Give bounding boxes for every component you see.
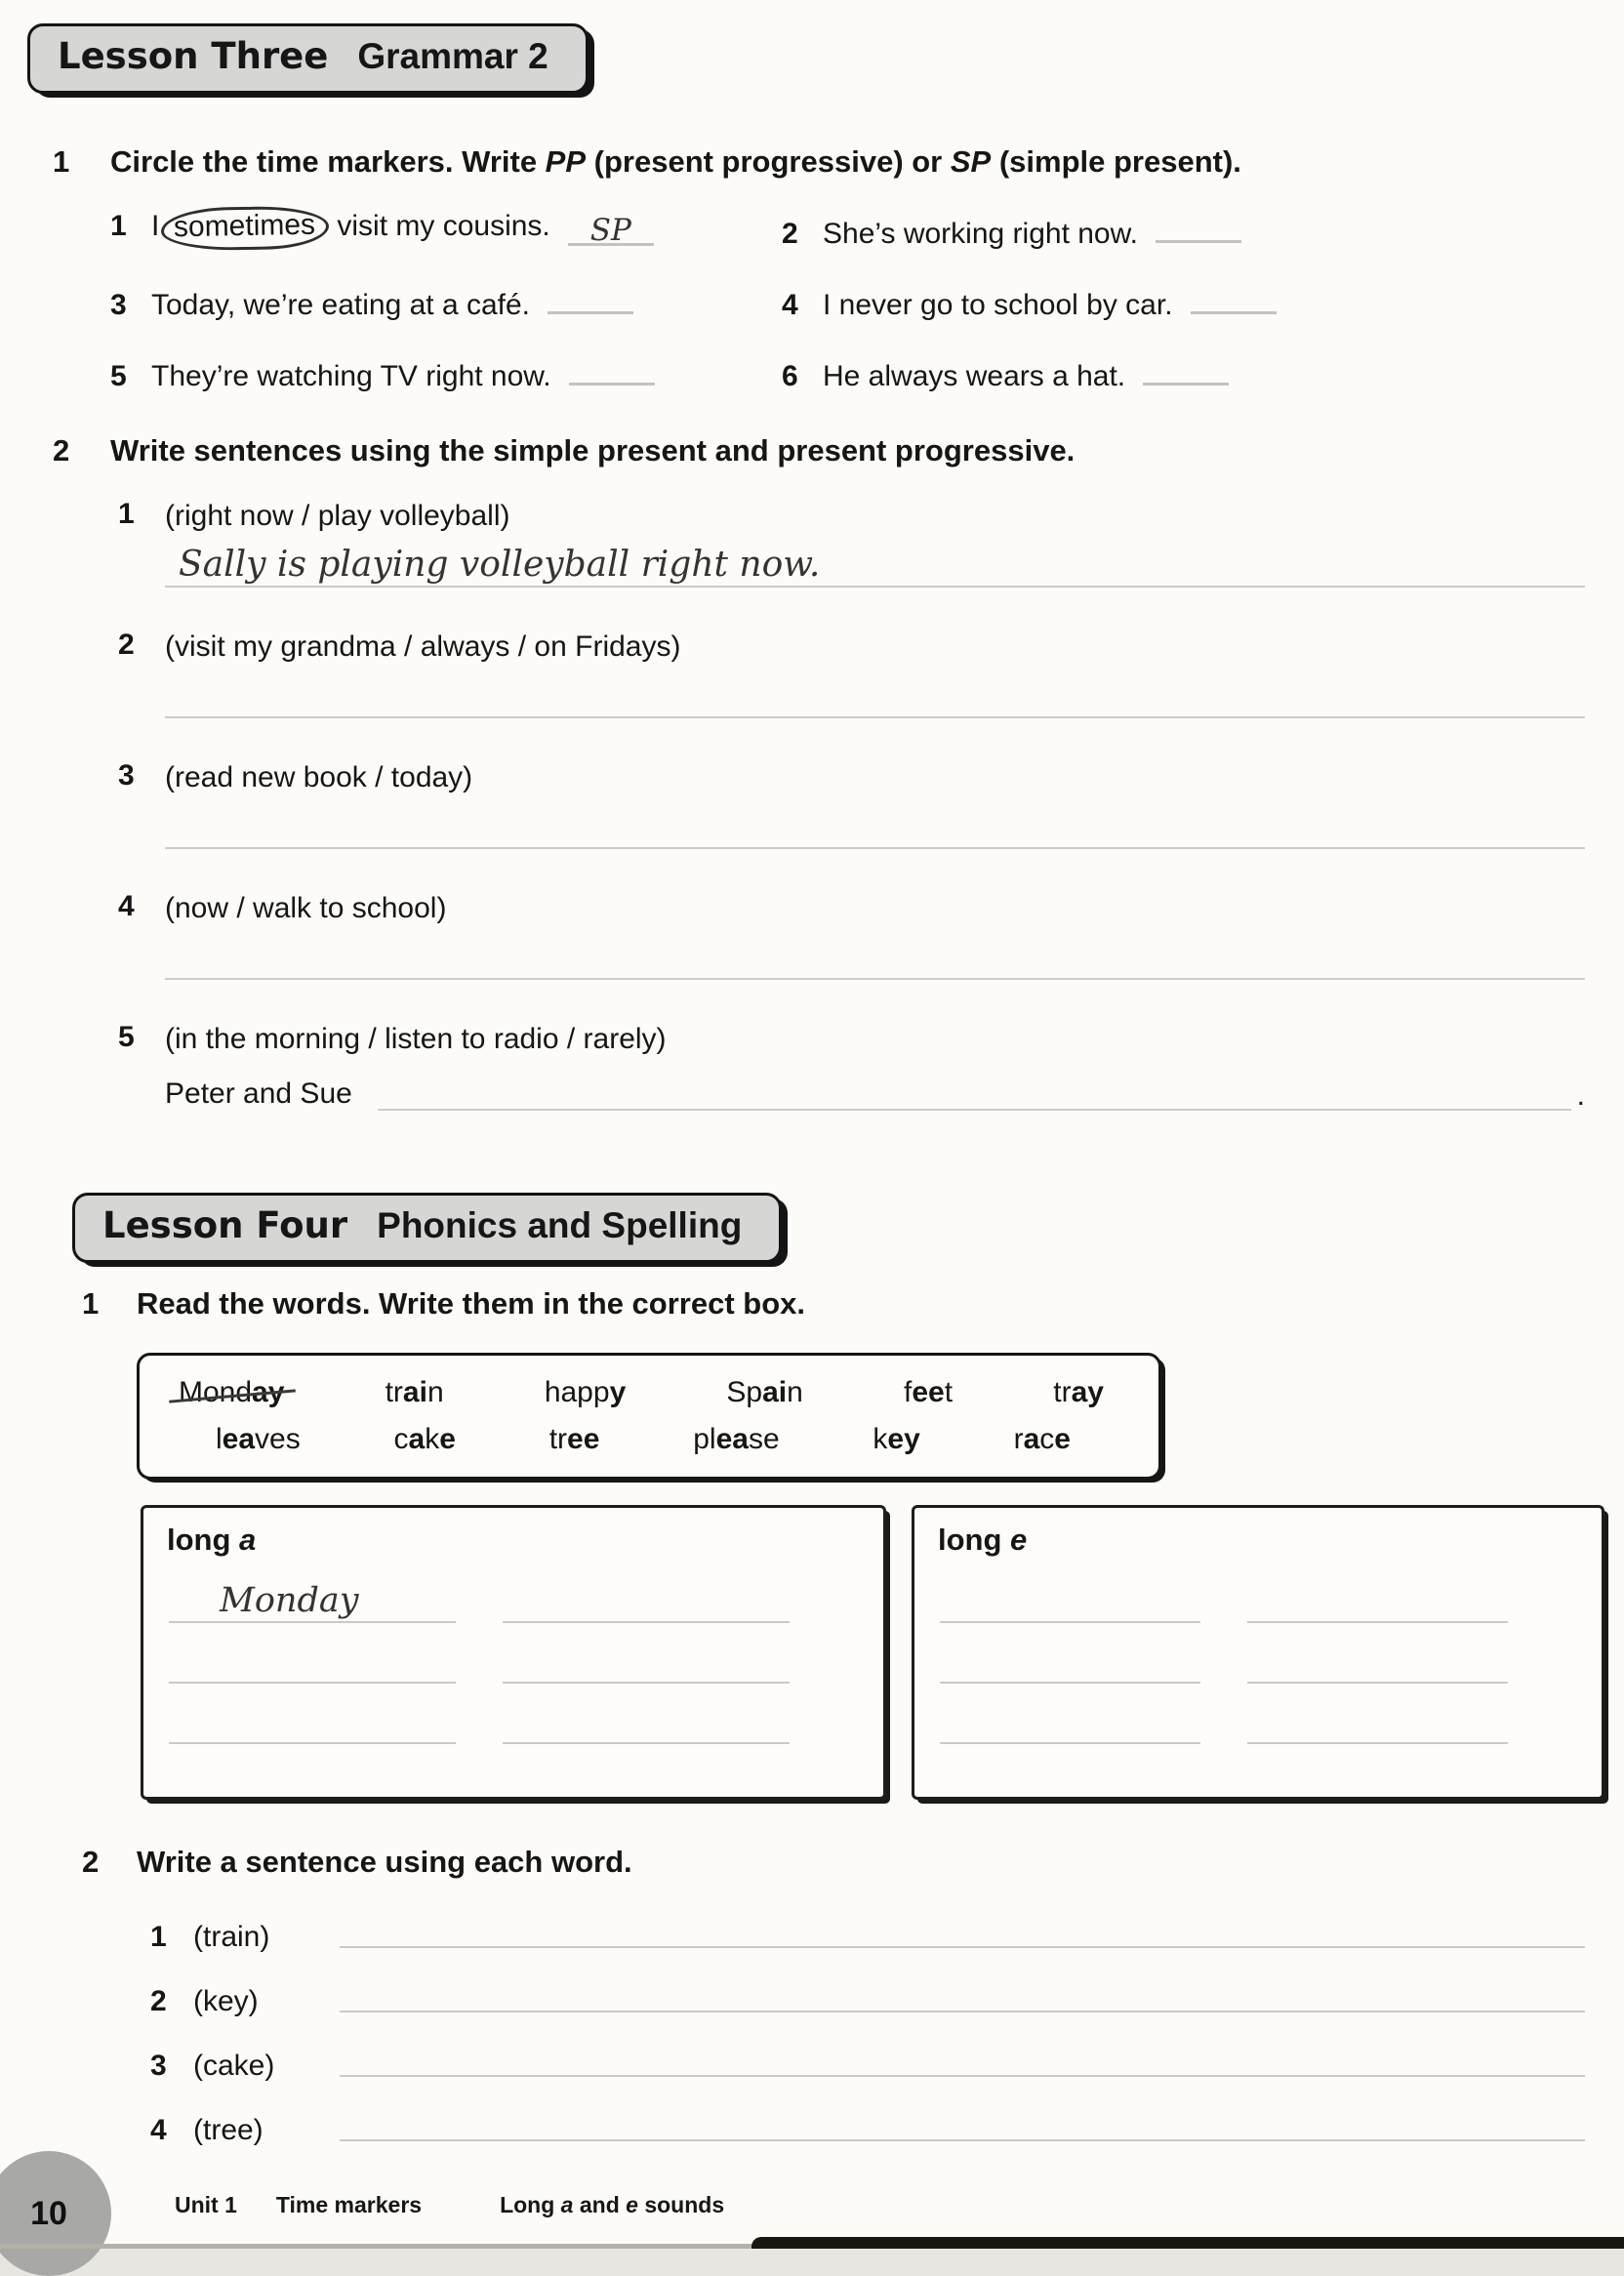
sentence-item-1 xyxy=(118,498,1585,588)
footer-unit: Unit 1 xyxy=(175,2192,237,2217)
item-number: 3 xyxy=(110,289,127,321)
item-text: She’s working right now. xyxy=(823,218,1138,250)
answer-line[interactable] xyxy=(169,1563,456,1623)
lesson-four-title: Lesson Four xyxy=(102,1204,348,1246)
word-leaves: leaves xyxy=(216,1423,301,1455)
answer-line[interactable] xyxy=(1247,1623,1508,1684)
phonics-ex2-number: 2 xyxy=(82,1845,100,1879)
footer xyxy=(175,2192,724,2218)
lesson-three-header xyxy=(27,23,589,94)
item-number: 1 xyxy=(118,498,135,530)
long-a-label-letter: a xyxy=(239,1523,257,1557)
ex1-instructions xyxy=(110,142,1241,182)
phonics-ex2-items xyxy=(150,1890,1585,2147)
ex1-number: 1 xyxy=(53,144,70,179)
answer-line[interactable] xyxy=(169,1623,456,1684)
item-prompt: (train) xyxy=(193,1921,270,1953)
word-feet: feet xyxy=(904,1376,954,1408)
word-sentence-item-1 xyxy=(150,1890,1585,1954)
ex2-heading xyxy=(53,431,1585,470)
ex1-instr-pp: PP xyxy=(545,144,587,179)
sentence-item-5 xyxy=(118,1021,1585,1112)
item-number: 4 xyxy=(118,890,135,922)
footer-topic-2-part: and xyxy=(573,2192,627,2217)
item-prompt: (right now / play volleyball) xyxy=(165,500,510,532)
word-cake: cake xyxy=(393,1423,456,1455)
item-prompt: (now / walk to school) xyxy=(165,892,447,924)
answer-blank[interactable] xyxy=(569,349,655,386)
lesson-three-title: Lesson Three xyxy=(58,35,329,77)
sentence-item-4 xyxy=(118,890,1585,980)
phonics-ex2-instructions: Write a sentence using each word. xyxy=(137,1845,632,1879)
phonics-ex1-number: 1 xyxy=(82,1286,100,1321)
sentence-item-2 xyxy=(118,629,1585,718)
item-text: I never go to school by car. xyxy=(823,289,1173,321)
ex1-instr-part: (present progressive) or xyxy=(586,144,951,179)
word-box-row xyxy=(140,1374,1158,1411)
answer-line[interactable] xyxy=(503,1684,790,1744)
answer-line[interactable] xyxy=(340,2075,1585,2077)
item-text: He always wears a hat. xyxy=(823,360,1126,392)
word-train: train xyxy=(385,1376,444,1408)
answer-line[interactable] xyxy=(340,2139,1585,2141)
lesson-four-header xyxy=(72,1193,782,1263)
ex1-instr-part: Circle the time markers. Write xyxy=(110,144,546,179)
page-number-badge xyxy=(0,2151,111,2276)
item-number: 4 xyxy=(150,2114,167,2146)
long-e-lines xyxy=(940,1563,1508,1744)
time-marker-item-2 xyxy=(782,207,1595,251)
answer-line[interactable] xyxy=(503,1623,790,1684)
item-text-pre: I xyxy=(151,210,160,242)
item-number: 3 xyxy=(150,2050,167,2082)
item-text xyxy=(151,207,550,250)
item-prompt: (tree) xyxy=(193,2114,264,2146)
item-number: 5 xyxy=(110,360,127,392)
word-monday: Monday xyxy=(179,1374,284,1411)
word-sentence-item-3 xyxy=(150,2018,1585,2083)
item-text-post: visit my cousins. xyxy=(337,210,550,242)
answer-line[interactable] xyxy=(940,1563,1200,1623)
answer-line[interactable] xyxy=(340,2011,1585,2012)
long-a-label-text: long xyxy=(167,1523,240,1557)
time-marker-item-3 xyxy=(110,278,782,322)
answer-line[interactable] xyxy=(1247,1684,1508,1744)
item-trailing-period: . xyxy=(1576,1079,1585,1112)
answer-blank[interactable] xyxy=(568,210,654,246)
ex1-heading xyxy=(53,142,1585,182)
time-marker-item-1 xyxy=(110,207,782,251)
item-prompt: (in the morning / listen to radio / rarely) xyxy=(165,1023,667,1055)
footer-topic-2-part: Long xyxy=(500,2192,561,2217)
item-number: 1 xyxy=(110,210,127,242)
item-prompt: (cake) xyxy=(193,2050,275,2082)
word-spain: Spain xyxy=(726,1376,803,1408)
item-number: 2 xyxy=(782,218,798,250)
item-number: 2 xyxy=(118,629,135,661)
item-number: 2 xyxy=(150,1985,167,2017)
word-happy: happy xyxy=(544,1376,627,1408)
handwritten-answer: SP xyxy=(589,213,631,248)
answer-line[interactable] xyxy=(378,1056,1571,1111)
ex1-instr-part: (simple present). xyxy=(991,144,1241,179)
word-race: race xyxy=(1013,1423,1071,1455)
page-number: 10 xyxy=(30,2194,67,2232)
footer-topic-1: Time markers xyxy=(275,2192,423,2217)
item-text: They’re watching TV right now. xyxy=(151,360,551,392)
word-sentence-item-2 xyxy=(150,1954,1585,2018)
long-a-lines xyxy=(169,1563,790,1744)
item-prompt: (read new book / today) xyxy=(165,761,473,793)
answer-line[interactable] xyxy=(165,794,1585,849)
long-e-box xyxy=(912,1505,1604,1800)
answer-line[interactable] xyxy=(165,925,1585,980)
item-number: 6 xyxy=(782,360,798,392)
item-lead-text: Peter and Sue xyxy=(165,1077,352,1110)
long-e-label-letter: e xyxy=(1010,1523,1028,1557)
item-text: Today, we’re eating at a café. xyxy=(151,289,531,321)
phonics-ex1-instructions: Read the words. Write them in the correct box. xyxy=(137,1286,805,1321)
footer-topic-2-part: sounds xyxy=(637,2192,725,2217)
long-e-label xyxy=(938,1522,1602,1559)
footer-letter-a: a xyxy=(560,2192,574,2217)
answer-line[interactable] xyxy=(169,1684,456,1744)
item-number: 3 xyxy=(118,759,135,792)
ex1-items xyxy=(110,207,1595,393)
word-box xyxy=(137,1353,1161,1480)
item-number: 4 xyxy=(782,289,798,321)
item-number: 1 xyxy=(150,1921,167,1953)
item-prompt: (key) xyxy=(193,1985,259,2017)
word-sentence-item-4 xyxy=(150,2083,1585,2147)
phonics-ex1-heading xyxy=(82,1284,1585,1323)
ex1-instr-sp: SP xyxy=(950,144,992,179)
item-number: 5 xyxy=(118,1021,135,1053)
scan-dark-edge xyxy=(751,2237,1624,2249)
word-box-row xyxy=(140,1421,1158,1458)
time-marker-item-4 xyxy=(782,278,1595,322)
item-prompt: (visit my grandma / always / on Fridays) xyxy=(165,630,681,663)
ex2-instructions: Write sentences using the simple present and present progressive. xyxy=(110,433,1076,467)
time-marker-item-6 xyxy=(782,349,1595,393)
answer-line[interactable] xyxy=(1247,1563,1508,1623)
ex2-items xyxy=(118,498,1585,1152)
word-tree: tree xyxy=(548,1423,600,1455)
long-a-box xyxy=(141,1505,886,1800)
answer-blank[interactable] xyxy=(1156,207,1241,243)
lesson-four-subtitle: Phonics and Spelling xyxy=(377,1205,743,1245)
sentence-item-3 xyxy=(118,759,1585,849)
answer-blank[interactable] xyxy=(548,278,633,314)
handwritten-answer: Sally is playing volleyball right now. xyxy=(179,545,821,585)
answer-line[interactable] xyxy=(940,1623,1200,1684)
long-a-label xyxy=(167,1522,883,1559)
ex2-number: 2 xyxy=(53,433,70,467)
answer-blank[interactable] xyxy=(1191,278,1277,314)
lesson-three-subtitle: Grammar 2 xyxy=(357,36,548,76)
footer-letter-e: e xyxy=(626,2192,638,2217)
word-key: key xyxy=(873,1423,920,1455)
phonics-ex2-heading xyxy=(82,1843,1585,1882)
answer-line[interactable] xyxy=(165,533,1585,588)
answer-blank[interactable] xyxy=(1143,349,1229,386)
long-e-label-text: long xyxy=(938,1523,1011,1557)
word-please: please xyxy=(693,1423,780,1455)
handwritten-answer: Monday xyxy=(220,1581,359,1620)
answer-line[interactable] xyxy=(940,1684,1200,1744)
circled-time-marker: sometimes xyxy=(161,206,330,252)
answer-line[interactable] xyxy=(165,664,1585,718)
answer-line[interactable] xyxy=(503,1563,790,1623)
word-tray: tray xyxy=(1053,1376,1104,1408)
answer-line[interactable] xyxy=(340,1946,1585,1948)
time-marker-item-5 xyxy=(110,349,782,393)
